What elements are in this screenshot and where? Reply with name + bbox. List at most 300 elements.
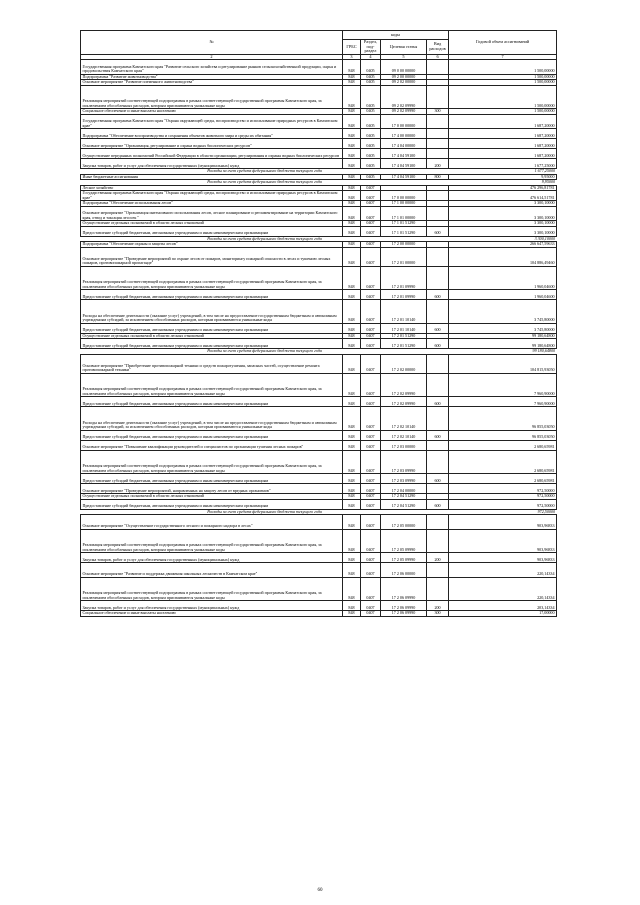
row-name: Основное мероприятие "Проведение мероприятий, направленных на защиту лесов от вредных организмов" bbox=[81, 484, 343, 494]
row-target-article: 09 2 02 09990 bbox=[381, 85, 427, 109]
row-target-article: 17 4 04 00000 bbox=[381, 139, 427, 149]
row-target-article: 17 2 02 10140 bbox=[381, 430, 427, 440]
row-name: Предоставление субсидий бюджетным, автономным учреждениям и иным некоммерческим организациям bbox=[81, 323, 343, 333]
row-note-sum: 972,50000 bbox=[537, 509, 556, 514]
row-name: Предоставление субсидий бюджетным, автономным учреждениям и иным некоммерческим организациям bbox=[81, 226, 343, 236]
row-razdel: 0405 bbox=[361, 139, 381, 149]
header-codes: коды bbox=[343, 31, 449, 40]
row-expense-type: 600 bbox=[427, 430, 449, 440]
row-sum: 17,00000 bbox=[449, 611, 557, 617]
row-razdel: 0407 bbox=[361, 300, 381, 324]
table-row bbox=[81, 129, 557, 139]
row-name: Реализация мероприятий соответствующей подпрограммы в рамках соответствующей государственной программы Камчатского края, за исключением обособленных расходов, которым присваиваются уникальные коды bbox=[81, 577, 343, 601]
row-name: Основное мероприятие "Организация, регулирование и охрана водных биологических ресурсов" bbox=[81, 139, 343, 149]
row-note: Расходы за счет средств федерального бюджета текущего года bbox=[207, 236, 322, 241]
header-col-5: 5 bbox=[381, 54, 427, 60]
row-name: Предоставление субсидий бюджетным, автономным учреждениям и иным некоммерческим организациям bbox=[81, 397, 343, 407]
row-expense-type bbox=[427, 247, 449, 266]
row-name: Осуществление отдельных полномочий в области лесных отношений bbox=[81, 333, 343, 339]
row-target-article: 17 2 01 10140 bbox=[381, 323, 427, 333]
row-sum: 3 300,10000 bbox=[449, 226, 557, 236]
row-target-article: 17 0 00 00000 bbox=[381, 114, 427, 129]
row-grbs: 848 bbox=[343, 191, 361, 201]
row-razdel: 0407 bbox=[361, 407, 381, 431]
row-expense-type bbox=[427, 191, 449, 201]
row-razdel: 0407 bbox=[361, 201, 381, 207]
row-name: Предоставление субсидий бюджетным, автономным учреждениям и иным некоммерческим организациям bbox=[81, 474, 343, 484]
budget-table-sheet bbox=[80, 30, 556, 617]
row-sum: 99 180,64800 bbox=[449, 339, 557, 349]
row-razdel: 0407 bbox=[361, 339, 381, 349]
row-sum: 3 745,80000 bbox=[449, 323, 557, 333]
row-note-sum: 3 300,10000 bbox=[534, 236, 556, 241]
table-row bbox=[81, 323, 557, 333]
row-grbs: 848 bbox=[343, 109, 361, 115]
table-row bbox=[81, 354, 557, 373]
row-target-article: 09 2 00 00000 bbox=[381, 74, 427, 80]
row-note-sum: 1 677,25000 bbox=[534, 168, 556, 174]
row-target-article: 09 2 02 00000 bbox=[381, 80, 427, 86]
row-grbs: 848 bbox=[343, 577, 361, 601]
row-sum: 903,96833 bbox=[449, 529, 557, 553]
row-expense-type bbox=[427, 529, 449, 553]
row-name: Реализация мероприятий соответствующей подпрограммы в рамках соответствующей государственной программы Камчатского края, за исключением обособленных расходов, которым присваиваются уникальные коды bbox=[81, 266, 343, 290]
row-razdel: 0405 bbox=[361, 74, 381, 80]
row-grbs: 848 bbox=[343, 60, 361, 75]
row-target-article: 17 2 05 00000 bbox=[381, 515, 427, 530]
row-name: Подпрограмма "Развитие животноводства" bbox=[81, 74, 343, 80]
row-sum: 104 886,49460 bbox=[449, 247, 557, 266]
table-row bbox=[81, 266, 557, 290]
row-sum: 99 180,64800 bbox=[449, 333, 557, 339]
row-sum: 3 300,10000 bbox=[449, 206, 557, 221]
row-grbs: 848 bbox=[343, 221, 361, 227]
row-target-article: 09 2 02 09990 bbox=[381, 109, 427, 115]
row-name: Государственная программа Камчатского края "Развитие сельского хозяйства и регулирование рынков сельскохозяйственной продукции, сырья и продовольствия Камчатского края" bbox=[81, 60, 343, 75]
row-grbs: 848 bbox=[343, 339, 361, 349]
row-sum: 266 647,59633 bbox=[449, 242, 557, 248]
header-vr: Вид расходов bbox=[427, 40, 449, 55]
row-sum: 96 855,03050 bbox=[449, 430, 557, 440]
row-sum: 1 500,00000 bbox=[449, 60, 557, 75]
row-expense-type: 200 bbox=[427, 601, 449, 611]
row-sum: 1 500,00000 bbox=[449, 109, 557, 115]
row-razdel: 0407 bbox=[361, 333, 381, 339]
row-expense-type bbox=[427, 440, 449, 450]
table-row bbox=[81, 515, 557, 530]
row-target-article: 17 2 01 00000 bbox=[381, 247, 427, 266]
row-razdel: 0407 bbox=[361, 601, 381, 611]
row-razdel: 0407 bbox=[361, 529, 381, 553]
row-razdel: 0407 bbox=[361, 430, 381, 440]
row-name: Лесное хозяйство bbox=[81, 185, 343, 191]
row-razdel: 0407 bbox=[361, 499, 381, 509]
row-target-article: 17 2 02 09990 bbox=[381, 373, 427, 397]
row-name: Предоставление субсидий бюджетным, автономным учреждениям и иным некоммерческим организациям bbox=[81, 290, 343, 300]
row-grbs: 848 bbox=[343, 333, 361, 339]
row-name: Государственная программа Камчатского края "Охрана окружающей среды, воспроизводство и использование природных ресурсов в Камчатском крае" bbox=[81, 191, 343, 201]
row-grbs: 848 bbox=[343, 373, 361, 397]
row-name: Закупка товаров, работ и услуг для обеспечения государственных (муниципальных) нужд bbox=[81, 553, 343, 563]
row-grbs: 848 bbox=[343, 553, 361, 563]
row-name: Осуществление переданных полномочий Российской Федерации в области организации, регулирования и охраны водных биологических ресурсов bbox=[81, 149, 343, 159]
row-name: Реализация мероприятий соответствующей подпрограммы в рамках соответствующей государственной программы Камчатского края, за исключением обособленных расходов, которым присваиваются уникальные коды bbox=[81, 85, 343, 109]
row-expense-type: 600 bbox=[427, 323, 449, 333]
row-sum: 1 687,20000 bbox=[449, 139, 557, 149]
row-target-article: 17 2 04 51290 bbox=[381, 499, 427, 509]
row-target-article: 17 2 03 09990 bbox=[381, 450, 427, 474]
row-razdel: 0407 bbox=[361, 373, 381, 397]
header-col-6: 6 bbox=[427, 54, 449, 60]
row-sum: 972,50000 bbox=[449, 484, 557, 494]
row-name: Закупка товаров, работ и услуг для обеспечения государственных (муниципальных) нужд bbox=[81, 159, 343, 169]
row-grbs: 848 bbox=[343, 226, 361, 236]
row-grbs: 848 bbox=[343, 201, 361, 207]
table-body bbox=[81, 60, 557, 617]
row-sum: 104 815,93050 bbox=[449, 354, 557, 373]
row-grbs: 848 bbox=[343, 601, 361, 611]
row-grbs: 848 bbox=[343, 247, 361, 266]
row-expense-type: 600 bbox=[427, 290, 449, 300]
row-name: Реализация мероприятий соответствующей подпрограммы в рамках соответствующей государственной программы Камчатского края, за исключением обособленных расходов, которым присваиваются уникальные коды bbox=[81, 373, 343, 397]
row-grbs: 848 bbox=[343, 174, 361, 180]
row-razdel: 0407 bbox=[361, 354, 381, 373]
row-grbs: 848 bbox=[343, 74, 361, 80]
row-grbs: 848 bbox=[343, 499, 361, 509]
row-expense-type bbox=[427, 266, 449, 290]
table-row bbox=[81, 563, 557, 578]
table-row bbox=[81, 149, 557, 159]
row-razdel: 0407 bbox=[361, 185, 381, 191]
row-razdel: 0407 bbox=[361, 494, 381, 500]
row-expense-type: 300 bbox=[427, 109, 449, 115]
row-sum: 220,14334 bbox=[449, 577, 557, 601]
row-target-article: 17 2 01 09990 bbox=[381, 266, 427, 290]
row-target-article: 17 2 04 51290 bbox=[381, 494, 427, 500]
table-row bbox=[81, 373, 557, 397]
row-target-article: 17 2 04 00000 bbox=[381, 484, 427, 494]
row-expense-type bbox=[427, 515, 449, 530]
table-row bbox=[81, 206, 557, 221]
row-target-article: 17 2 05 09990 bbox=[381, 529, 427, 553]
row-target-article: 17 2 02 00000 bbox=[381, 354, 427, 373]
row-grbs: 848 bbox=[343, 80, 361, 86]
row-expense-type: 200 bbox=[427, 159, 449, 169]
row-name: Основное мероприятие "Организация интенсивного использования лесов, лесное планирование и регламентирование на территории Камчатского края, отвод и таксация лесосек " bbox=[81, 206, 343, 221]
row-name: Осуществление отдельных полномочий в области лесных отношений bbox=[81, 494, 343, 500]
table-row bbox=[81, 247, 557, 266]
row-name: Основное мероприятие "Проведение мероприятий по охране лесов от пожаров, мониторингу пожарной опасности в лесах и тушению лесных пожаров, противопожарной пропаганде" bbox=[81, 247, 343, 266]
header-col-3: 3 bbox=[343, 54, 361, 60]
row-expense-type bbox=[427, 114, 449, 129]
row-sum: 476 296,81781 bbox=[449, 185, 557, 191]
table-row bbox=[81, 191, 557, 201]
row-razdel: 0407 bbox=[361, 266, 381, 290]
row-target-article: 17 2 05 09990 bbox=[381, 553, 427, 563]
row-expense-type bbox=[427, 300, 449, 324]
row-sum: 203,14334 bbox=[449, 601, 557, 611]
row-expense-type: 200 bbox=[427, 553, 449, 563]
row-note: Расходы за счет средств федерального бюджета текущего года bbox=[207, 509, 322, 514]
row-sum: 1 687,20000 bbox=[449, 129, 557, 139]
row-razdel: 0405 bbox=[361, 80, 381, 86]
row-expense-type: 600 bbox=[427, 226, 449, 236]
row-razdel: 0407 bbox=[361, 553, 381, 563]
row-razdel: 0407 bbox=[361, 226, 381, 236]
row-name: Основное мероприятие "Развитие племенного животноводства" bbox=[81, 80, 343, 86]
row-name: Реализация мероприятий соответствующей подпрограммы в рамках соответствующей государственной программы Камчатского края, за исключением обособленных расходов, которым присваиваются уникальные коды bbox=[81, 529, 343, 553]
header-num: № bbox=[81, 31, 343, 55]
row-name: Расходы на обеспечение деятельности (оказание услуг) учреждений, в том числе на предоставление государственным бюджетным и автономным учреждениям субсидий, за исключением обособленных расходов, которым присваиваются уникальные коды bbox=[81, 407, 343, 431]
row-expense-type bbox=[427, 450, 449, 474]
row-name: Подпрограмма "Обеспечение воспроизводства и сохранения объектов животного мира и среды их обитания" bbox=[81, 129, 343, 139]
header-sum: Годовой объем ассигнований bbox=[449, 31, 557, 55]
row-grbs: 848 bbox=[343, 149, 361, 159]
budget-table bbox=[80, 30, 557, 617]
row-sum: 2 680,65981 bbox=[449, 440, 557, 450]
row-razdel: 0407 bbox=[361, 440, 381, 450]
row-sum: 1 687,20000 bbox=[449, 114, 557, 129]
row-name: Предоставление субсидий бюджетным, автономным учреждениям и иным некоммерческим организациям bbox=[81, 499, 343, 509]
row-grbs: 848 bbox=[343, 85, 361, 109]
row-target-article: 17 2 02 09990 bbox=[381, 397, 427, 407]
row-sum: 3 300,10000 bbox=[449, 221, 557, 227]
row-razdel: 0407 bbox=[361, 611, 381, 617]
row-target-article: 17 0 00 00000 bbox=[381, 191, 427, 201]
row-sum: 3 300,10000 bbox=[449, 201, 557, 207]
row-expense-type: 600 bbox=[427, 499, 449, 509]
row-sum: 1 500,00000 bbox=[449, 74, 557, 80]
row-name: Расходы на обеспечение деятельности (оказание услуг) учреждений, в том числе на предоставление государственным бюджетным и автономным учреждениям субсидий, за исключением обособленных расходов, которым присваиваются уникальные коды bbox=[81, 300, 343, 324]
table-row bbox=[81, 226, 557, 236]
row-grbs: 848 bbox=[343, 407, 361, 431]
table-row bbox=[81, 397, 557, 407]
row-name: Основное мероприятие "Приобретение противопожарной техники и средств пожаротушения, запасных частей, осуществление ремонта противопожарной техники" bbox=[81, 354, 343, 373]
row-expense-type bbox=[427, 206, 449, 221]
row-target-article: 17 1 01 51290 bbox=[381, 221, 427, 227]
row-razdel: 0407 bbox=[361, 191, 381, 201]
row-target-article: 17 2 01 09990 bbox=[381, 290, 427, 300]
row-grbs: 848 bbox=[343, 129, 361, 139]
row-name: Предоставление субсидий бюджетным, автономным учреждениям и иным некоммерческим организациям bbox=[81, 430, 343, 440]
row-razdel: 0405 bbox=[361, 114, 381, 129]
row-expense-type: 800 bbox=[427, 174, 449, 180]
row-target-article: 17 2 03 09990 bbox=[381, 474, 427, 484]
row-razdel: 0407 bbox=[361, 450, 381, 474]
table-row bbox=[81, 300, 557, 324]
row-sum: 1 500,00000 bbox=[449, 80, 557, 86]
row-note: Расходы за счет средств федерального бюджета текущего года bbox=[207, 348, 322, 354]
row-grbs: 848 bbox=[343, 114, 361, 129]
row-name: Предоставление субсидий бюджетным, автономным учреждениям и иным некоммерческим организациям bbox=[81, 339, 343, 349]
row-target-article: 17 2 06 09990 bbox=[381, 601, 427, 611]
row-razdel: 0407 bbox=[361, 484, 381, 494]
row-grbs: 848 bbox=[343, 563, 361, 578]
row-expense-type bbox=[427, 139, 449, 149]
table-row bbox=[81, 499, 557, 509]
row-razdel: 0405 bbox=[361, 149, 381, 159]
row-name: Социальное обеспечение и иные выплаты населению bbox=[81, 109, 343, 115]
row-razdel: 0405 bbox=[361, 109, 381, 115]
row-grbs: 848 bbox=[343, 290, 361, 300]
row-grbs: 848 bbox=[343, 474, 361, 484]
row-target-article: 17 1 01 00000 bbox=[381, 206, 427, 221]
row-target-article: 17 2 06 00000 bbox=[381, 563, 427, 578]
row-razdel: 0405 bbox=[361, 60, 381, 75]
row-target-article: 17 2 01 10140 bbox=[381, 300, 427, 324]
row-grbs: 848 bbox=[343, 185, 361, 191]
table-row bbox=[81, 430, 557, 440]
row-expense-type bbox=[427, 129, 449, 139]
row-grbs: 848 bbox=[343, 494, 361, 500]
row-name: Основное мероприятие "Осуществление государственного лесного и пожарного надзора в лесах" bbox=[81, 515, 343, 530]
row-razdel: 0407 bbox=[361, 323, 381, 333]
row-sum: 3 745,80000 bbox=[449, 300, 557, 324]
row-razdel: 0407 bbox=[361, 474, 381, 484]
header-razdel: Раздел, под-раздел bbox=[361, 40, 381, 55]
page-number: 60 bbox=[317, 888, 323, 893]
row-name: Закупка товаров, работ и услуг для обеспечения государственных (муниципальных) нужд bbox=[81, 601, 343, 611]
row-target-article: 17 2 00 00000 bbox=[381, 242, 427, 248]
table-row bbox=[81, 601, 557, 611]
row-grbs: 848 bbox=[343, 484, 361, 494]
row-note: Расходы за счет средств федерального бюджета текущего года bbox=[207, 168, 322, 174]
header-grbs: ГРБС bbox=[343, 40, 361, 55]
row-sum: 1 960,04600 bbox=[449, 290, 557, 300]
row-sum: 972,50000 bbox=[449, 499, 557, 509]
header-col-7: 7 bbox=[449, 54, 557, 60]
row-grbs: 848 bbox=[343, 139, 361, 149]
table-row bbox=[81, 60, 557, 75]
row-expense-type bbox=[427, 354, 449, 373]
row-razdel: 0407 bbox=[361, 242, 381, 248]
row-target-article: 17 1 01 51290 bbox=[381, 226, 427, 236]
table-row bbox=[81, 529, 557, 553]
row-target-article: 17 4 04 59100 bbox=[381, 159, 427, 169]
row-expense-type: 600 bbox=[427, 474, 449, 484]
row-name: Иные бюджетные ассигнования bbox=[81, 174, 343, 180]
row-expense-type bbox=[427, 85, 449, 109]
row-razdel: 0407 bbox=[361, 221, 381, 227]
table-row bbox=[81, 484, 557, 494]
row-razdel: 0407 bbox=[361, 515, 381, 530]
row-razdel: 0405 bbox=[361, 159, 381, 169]
row-sum: 7 960,90000 bbox=[449, 397, 557, 407]
row-grbs: 848 bbox=[343, 397, 361, 407]
row-razdel: 0407 bbox=[361, 563, 381, 578]
row-razdel: 0405 bbox=[361, 129, 381, 139]
header-cs: Целевая статья bbox=[381, 40, 427, 55]
table-row bbox=[81, 139, 557, 149]
row-expense-type bbox=[427, 373, 449, 397]
row-target-article: 17 4 04 59100 bbox=[381, 174, 427, 180]
row-sum: 1 687,20000 bbox=[449, 149, 557, 159]
table-row bbox=[81, 440, 557, 450]
row-name: Подпрограмма "Обеспечение использования лесов" bbox=[81, 201, 343, 207]
row-grbs: 848 bbox=[343, 159, 361, 169]
row-name: Реализация мероприятий соответствующей подпрограммы в рамках соответствующей государственной программы Камчатского края, за исключением обособленных расходов, которым присваиваются уникальные коды bbox=[81, 450, 343, 474]
table-row bbox=[81, 159, 557, 169]
row-target-article: 17 2 01 51290 bbox=[381, 339, 427, 349]
row-target-article: 17 4 04 59100 bbox=[381, 149, 427, 159]
row-grbs: 848 bbox=[343, 611, 361, 617]
row-target-article: 17 2 02 10140 bbox=[381, 407, 427, 431]
row-grbs: 848 bbox=[343, 440, 361, 450]
row-expense-type bbox=[427, 60, 449, 75]
row-razdel: 0407 bbox=[361, 206, 381, 221]
table-row bbox=[81, 339, 557, 349]
table-row bbox=[81, 114, 557, 129]
table-row bbox=[81, 474, 557, 484]
row-sum: 1 677,25000 bbox=[449, 159, 557, 169]
row-expense-type bbox=[427, 484, 449, 494]
row-expense-type bbox=[427, 577, 449, 601]
row-grbs: 848 bbox=[343, 242, 361, 248]
row-expense-type bbox=[427, 149, 449, 159]
row-note-sum: 9,95000 bbox=[541, 179, 556, 185]
row-sum: 476 614,51781 bbox=[449, 191, 557, 201]
row-grbs: 848 bbox=[343, 323, 361, 333]
row-razdel: 0407 bbox=[361, 247, 381, 266]
table-row bbox=[81, 85, 557, 109]
row-sum: 1 960,04600 bbox=[449, 266, 557, 290]
row-sum: 96 855,03050 bbox=[449, 407, 557, 431]
row-razdel: 0405 bbox=[361, 85, 381, 109]
row-grbs: 848 bbox=[343, 430, 361, 440]
table-row bbox=[81, 450, 557, 474]
row-grbs: 848 bbox=[343, 529, 361, 553]
row-grbs: 848 bbox=[343, 206, 361, 221]
row-sum: 2 680,65981 bbox=[449, 450, 557, 474]
row-target-article: 17 2 06 09990 bbox=[381, 577, 427, 601]
row-sum: 9,95000 bbox=[449, 174, 557, 180]
row-sum: 220,14334 bbox=[449, 563, 557, 578]
row-grbs: 848 bbox=[343, 300, 361, 324]
row-expense-type bbox=[427, 407, 449, 431]
table-row bbox=[81, 407, 557, 431]
row-sum: 1 500,00000 bbox=[449, 85, 557, 109]
row-note-sum: 99 180,64800 bbox=[532, 348, 556, 354]
row-grbs: 848 bbox=[343, 266, 361, 290]
row-sum: 7 960,90000 bbox=[449, 373, 557, 397]
table-row bbox=[81, 577, 557, 601]
header-col-1: 2 bbox=[81, 54, 343, 60]
row-target-article: 17 2 01 51290 bbox=[381, 333, 427, 339]
row-expense-type: 300 bbox=[427, 611, 449, 617]
header-col-4: 4 bbox=[361, 54, 381, 60]
row-target-article: 17 1 00 00000 bbox=[381, 201, 427, 207]
row-target-article: 17 2 06 09990 bbox=[381, 611, 427, 617]
row-grbs: 848 bbox=[343, 354, 361, 373]
row-razdel: 0407 bbox=[361, 290, 381, 300]
row-grbs: 848 bbox=[343, 515, 361, 530]
row-razdel: 0407 bbox=[361, 577, 381, 601]
row-expense-type bbox=[427, 563, 449, 578]
row-name: Социальное обеспечение и иные выплаты населению bbox=[81, 611, 343, 617]
row-razdel: 0407 bbox=[361, 397, 381, 407]
row-name: Подпрограмма "Обеспечение охраны и защиты лесов" bbox=[81, 242, 343, 248]
table-row bbox=[81, 553, 557, 563]
row-razdel: 0405 bbox=[361, 174, 381, 180]
row-sum: 2 680,65981 bbox=[449, 474, 557, 484]
row-target-article: 17 4 00 00000 bbox=[381, 129, 427, 139]
row-note: Расходы за счет средств федерального бюджета текущего года bbox=[207, 179, 322, 185]
row-name: Основное мероприятие "Развитие и поддержка движения школьных лесничеств в Камчатском крае" bbox=[81, 563, 343, 578]
row-target-article: 17 2 03 00000 bbox=[381, 440, 427, 450]
row-expense-type: 600 bbox=[427, 339, 449, 349]
table-row bbox=[81, 290, 557, 300]
row-name: Государственная программа Камчатского края "Охрана окружающей среды, воспроизводство и использование природных ресурсов в Камчатском крае" bbox=[81, 114, 343, 129]
